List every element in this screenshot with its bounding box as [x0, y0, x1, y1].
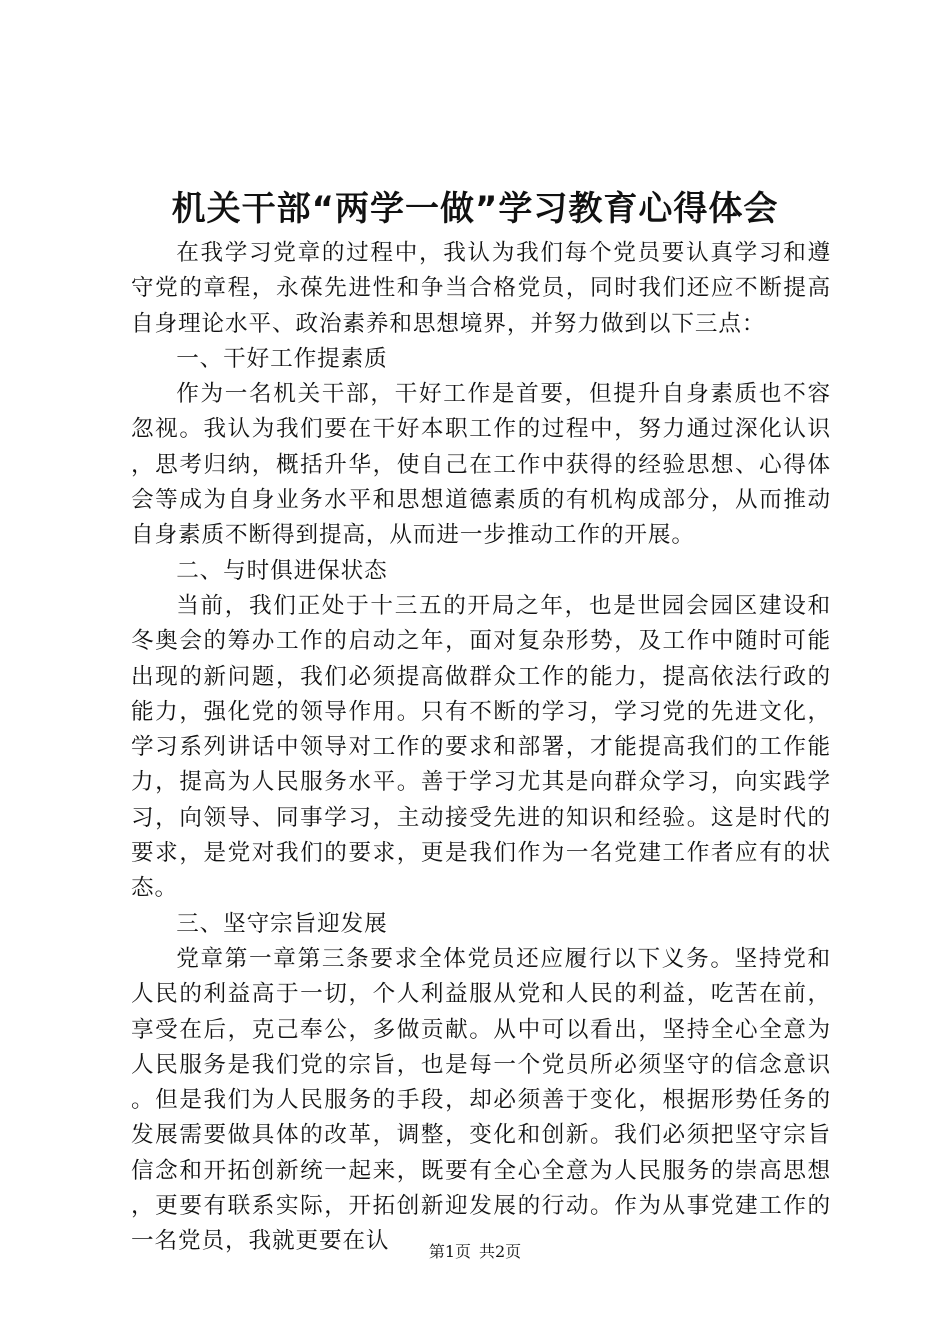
section-paragraph-2: 当前，我们正处于十三五的开局之年，也是世园会园区建设和冬奥会的筹办工作的启动之年，面对复杂形势，及工作中随时可能出现的新问题，我们必须提高做群众工作的能力，提高依法行政的能力，强化党的领导作用。只有不断的学习，学习党的先进文化，学习系列讲话中领导对工作的要求和部署，才能提高我们的工作能力，提高为人民服务水平。善于学习尤其是向群众学习，向实践学习，向领导、同事学习，主动接受先进的知识和经验。这是时代的要求，是党对我们的要求，更是我们作为一名党建工作者应有的状态。 — [131, 592, 831, 902]
section-heading-2: 二、与时俱进保状态 — [176, 557, 388, 584]
document-body — [131, 236, 831, 1260]
page-number: 第1页 — [428, 1242, 471, 1261]
intro-paragraph: 在我学习党章的过程中，我认为我们每个党员要认真学习和遵守党的章程，永葆先进性和争当合格党员，同时我们还应不断提高自身理论水平、政治素养和思想境界，并努力做到以下三点： — [131, 240, 831, 337]
document-title: 机关干部“两学一做”学习教育心得体会 — [171, 189, 779, 229]
section-paragraph-3: 党章第一章第三条要求全体党员还应履行以下义务。坚持党和人民的利益高于一切，个人利益服从党和人民的利益，吃苦在前，享受在后，克己奉公，多做贡献。从中可以看出，坚持全心全意为人民服务是我们党的宗旨，也是每一个党员所必须坚守的信念意识。但是我们为人民服务的手段，却必须善于变化，根据形势任务的发展需要做具体的改革，调整，变化和创新。我们必须把坚守宗旨信念和开拓创新统一起来，既要有全心全意为人民服务的崇高思想，更要有联系实际，开拓创新迎发展的行动。作为从事党建工作的一名党员，我就更要在认 — [131, 945, 831, 1255]
page-footer — [0, 1240, 950, 1264]
page-total: 共2页 — [479, 1242, 522, 1261]
section-heading-1: 一、干好工作提素质 — [176, 345, 388, 372]
section-paragraph-1: 作为一名机关干部，干好工作是首要，但提升自身素质也不容忽视。我认为我们要在干好本职工作的过程中，努力通过深化认识，思考归纳，概括升华，使自己在工作中获得的经验思想、心得体会等成为自身业务水平和思想道德素质的有机构成部分，从而推动自身素质不断得到提高，从而进一步推动工作的开展。 — [131, 381, 831, 549]
section-heading-3: 三、坚守宗旨迎发展 — [176, 910, 388, 937]
